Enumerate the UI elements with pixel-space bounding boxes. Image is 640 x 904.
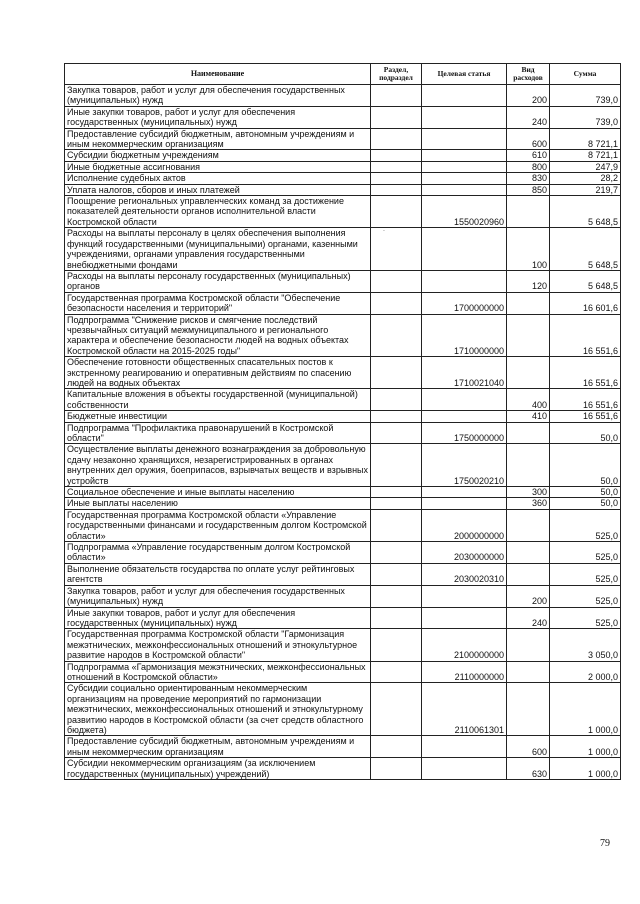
row-name: Предоставление субсидий бюджетным, автономным учреждениям и иным некоммерческим организациям [65, 128, 371, 150]
row-amount: 5 648,5 [550, 270, 621, 292]
row-target: 1750000000 [422, 422, 507, 444]
row-target [422, 487, 507, 498]
row-target [422, 85, 507, 107]
header-type: Вид расходов [507, 64, 550, 85]
row-section [371, 498, 422, 509]
row-name: Иные бюджетные ассигнования [65, 161, 371, 172]
row-name: Бюджетные инвестиции [65, 411, 371, 422]
row-amount: 16 551,6 [550, 357, 621, 389]
row-name: Подпрограмма «Управление государственным долгом Костромской области» [65, 542, 371, 564]
row-section [371, 444, 422, 487]
row-target [422, 736, 507, 758]
row-target [422, 184, 507, 195]
row-type: 100 [507, 228, 550, 271]
table-row [65, 173, 621, 184]
row-name: Закупка товаров, работ и услуг для обеспечения государственных (муниципальных) нужд [65, 585, 371, 607]
row-target [422, 411, 507, 422]
row-type: 630 [507, 758, 550, 780]
row-type [507, 292, 550, 314]
header-section: Раздел, подраздел [371, 64, 422, 85]
table-row [65, 270, 621, 292]
row-type: 240 [507, 607, 550, 629]
row-amount: 525,0 [550, 542, 621, 564]
row-section [371, 150, 422, 161]
row-name: Исполнение судебных актов [65, 173, 371, 184]
row-section [371, 509, 422, 541]
row-type: 410 [507, 411, 550, 422]
row-target: 2100000000 [422, 629, 507, 661]
table-row [65, 196, 621, 228]
row-target [422, 128, 507, 150]
row-amount: 525,0 [550, 607, 621, 629]
row-name: Закупка товаров, работ и услуг для обеспечения государственных (муниципальных) нужд [65, 85, 371, 107]
row-type [507, 357, 550, 389]
row-section [371, 106, 422, 128]
row-target [422, 270, 507, 292]
row-target: 1710000000 [422, 314, 507, 357]
row-amount: 525,0 [550, 509, 621, 541]
table-row [65, 389, 621, 411]
table-row [65, 422, 621, 444]
row-target [422, 389, 507, 411]
table-row [65, 661, 621, 683]
row-section [371, 585, 422, 607]
row-section [371, 314, 422, 357]
row-target [422, 607, 507, 629]
row-amount: 739,0 [550, 106, 621, 128]
row-section [371, 292, 422, 314]
table-row [65, 314, 621, 357]
row-target [422, 106, 507, 128]
row-section [371, 357, 422, 389]
row-target: 2000000000 [422, 509, 507, 541]
row-type: 200 [507, 585, 550, 607]
row-type [507, 444, 550, 487]
row-amount: 739,0 [550, 85, 621, 107]
row-target: 2030000000 [422, 542, 507, 564]
row-type: 400 [507, 389, 550, 411]
row-target: 1710021040 [422, 357, 507, 389]
row-type: 120 [507, 270, 550, 292]
row-section [371, 487, 422, 498]
table-row [65, 758, 621, 780]
row-amount: 28,2 [550, 173, 621, 184]
table-row [65, 542, 621, 564]
row-amount: 3 050,0 [550, 629, 621, 661]
table-row [65, 487, 621, 498]
table-row [65, 184, 621, 195]
row-amount: 525,0 [550, 585, 621, 607]
row-section [371, 85, 422, 107]
row-name: Осуществление выплаты денежного вознаграждения за добровольную сдачу незаконно хранящихся, незарегистрированных в органах внутренних дел оружия, боеприпасов, взрывчатых веществ и взрывных устройств [65, 444, 371, 487]
row-target: 1750020210 [422, 444, 507, 487]
row-name: Подпрограмма "Профилактика правонарушений в Костромской области" [65, 422, 371, 444]
table-row [65, 292, 621, 314]
row-name: Государственная программа Костромской области «Управление государственными финансами и государственным долгом Костромской области» [65, 509, 371, 541]
row-target [422, 161, 507, 172]
row-section [371, 736, 422, 758]
row-section [371, 128, 422, 150]
row-target [422, 173, 507, 184]
row-type [507, 661, 550, 683]
row-section [371, 228, 422, 271]
row-type [507, 563, 550, 585]
row-type [507, 422, 550, 444]
scan-mark: . [383, 226, 385, 233]
table-row [65, 585, 621, 607]
table-body [65, 85, 621, 780]
row-section [371, 683, 422, 736]
row-amount: 50,0 [550, 422, 621, 444]
row-amount: 50,0 [550, 487, 621, 498]
row-section [371, 173, 422, 184]
row-type: 600 [507, 128, 550, 150]
table-row [65, 128, 621, 150]
header-amount: Сумма [550, 64, 621, 85]
row-section [371, 542, 422, 564]
row-section [371, 270, 422, 292]
row-section [371, 422, 422, 444]
row-amount: 16 551,6 [550, 411, 621, 422]
row-type: 850 [507, 184, 550, 195]
table-row [65, 509, 621, 541]
table-row [65, 736, 621, 758]
table-row [65, 85, 621, 107]
row-name: Субсидии некоммерческим организациям (за исключением государственных (муниципальных) учреждений) [65, 758, 371, 780]
row-name: Подпрограмма «Гармонизация межэтнических, межконфессиональных отношений в Костромской области» [65, 661, 371, 683]
row-name: Государственная программа Костромской области "Обеспечение безопасности населения и территорий" [65, 292, 371, 314]
table-row [65, 683, 621, 736]
row-target [422, 758, 507, 780]
row-type: 360 [507, 498, 550, 509]
row-name: Субсидии социально ориентированным некоммерческим организациям на проведение мероприятий по гармонизации межэтнических, межконфессиональных отношений и этнокультурному развитию народов в Костромской области (за счет средств областного бюджета) [65, 683, 371, 736]
row-amount: 16 601,6 [550, 292, 621, 314]
row-amount: 219,7 [550, 184, 621, 195]
row-amount: 5 648,5 [550, 228, 621, 271]
table-row [65, 563, 621, 585]
row-target: 2110000000 [422, 661, 507, 683]
table-row [65, 629, 621, 661]
table-row [65, 357, 621, 389]
row-name: Иные выплаты населению [65, 498, 371, 509]
table-row [65, 498, 621, 509]
row-section [371, 661, 422, 683]
row-amount: 1 000,0 [550, 736, 621, 758]
page-number: 79 [600, 838, 610, 849]
row-name: Подпрограмма "Снижение рисков и смягчение последствий чрезвычайных ситуаций межмуниципального и регионального характера и обеспечение безопасности людей на водных объектах Костромской области на 2015-2025 годы" [65, 314, 371, 357]
row-type [507, 196, 550, 228]
table-row [65, 150, 621, 161]
table-row [65, 161, 621, 172]
row-section [371, 563, 422, 585]
table-row [65, 444, 621, 487]
row-section [371, 389, 422, 411]
row-amount: 247,9 [550, 161, 621, 172]
row-section [371, 629, 422, 661]
row-amount: 50,0 [550, 444, 621, 487]
row-target [422, 150, 507, 161]
row-name: Поощрение региональных управленческих команд за достижение показателей деятельности органов исполнительной власти Костромской области [65, 196, 371, 228]
row-target: 1550020960 [422, 196, 507, 228]
table-row [65, 228, 621, 271]
row-target: 1700000000 [422, 292, 507, 314]
row-type: 830 [507, 173, 550, 184]
row-type [507, 314, 550, 357]
table-row [65, 106, 621, 128]
row-amount: 8 721,1 [550, 128, 621, 150]
row-amount: 2 000,0 [550, 661, 621, 683]
row-name: Государственная программа Костромской области "Гармонизация межэтнических, межконфессиональных отношений и этнокультурное развитие народов в Костромской области" [65, 629, 371, 661]
row-name: Субсидии бюджетным учреждениям [65, 150, 371, 161]
row-target [422, 585, 507, 607]
row-target: 2110061301 [422, 683, 507, 736]
row-section [371, 184, 422, 195]
row-section [371, 607, 422, 629]
row-type [507, 509, 550, 541]
row-type: 600 [507, 736, 550, 758]
row-target: 2030020310 [422, 563, 507, 585]
row-amount: 16 551,6 [550, 389, 621, 411]
table-row [65, 411, 621, 422]
row-name: Расходы на выплаты персоналу в целях обеспечения выполнения функций государственными (муниципальными) органами, казенными учреждениями, органами управления государственными внебюджетными фондами [65, 228, 371, 271]
row-name: Расходы на выплаты персоналу государственных (муниципальных) органов [65, 270, 371, 292]
row-amount: 5 648,5 [550, 196, 621, 228]
row-target [422, 228, 507, 271]
row-type: 240 [507, 106, 550, 128]
row-type: 300 [507, 487, 550, 498]
header-target: Целевая статья [422, 64, 507, 85]
row-section [371, 758, 422, 780]
row-section [371, 411, 422, 422]
row-type [507, 542, 550, 564]
row-type [507, 629, 550, 661]
row-type [507, 683, 550, 736]
row-name: Предоставление субсидий бюджетным, автономным учреждениям и иным некоммерческим организациям [65, 736, 371, 758]
row-amount: 16 551,6 [550, 314, 621, 357]
table-header-row [65, 64, 621, 85]
row-name: Обеспечение готовности общественных спасательных постов к экстренному реагированию и оперативным действиям по спасению людей на водных объектах [65, 357, 371, 389]
row-name: Иные закупки товаров, работ и услуг для обеспечения государственных (муниципальных) нужд [65, 607, 371, 629]
row-amount: 50,0 [550, 498, 621, 509]
row-name: Выполнение обязательств государства по оплате услуг рейтинговых агентств [65, 563, 371, 585]
row-type: 610 [507, 150, 550, 161]
row-amount: 1 000,0 [550, 758, 621, 780]
row-name: Уплата налогов, сборов и иных платежей [65, 184, 371, 195]
row-name: Капитальные вложения в объекты государственной (муниципальной) собственности [65, 389, 371, 411]
row-type: 200 [507, 85, 550, 107]
row-section [371, 161, 422, 172]
table-row [65, 607, 621, 629]
header-name: Наименование [65, 64, 371, 85]
row-amount: 1 000,0 [550, 683, 621, 736]
row-section [371, 196, 422, 228]
row-name: Иные закупки товаров, работ и услуг для обеспечения государственных (муниципальных) нужд [65, 106, 371, 128]
row-name: Социальное обеспечение и иные выплаты населению [65, 487, 371, 498]
row-amount: 525,0 [550, 563, 621, 585]
row-target [422, 498, 507, 509]
row-type: 800 [507, 161, 550, 172]
budget-table [64, 63, 621, 780]
row-amount: 8 721,1 [550, 150, 621, 161]
